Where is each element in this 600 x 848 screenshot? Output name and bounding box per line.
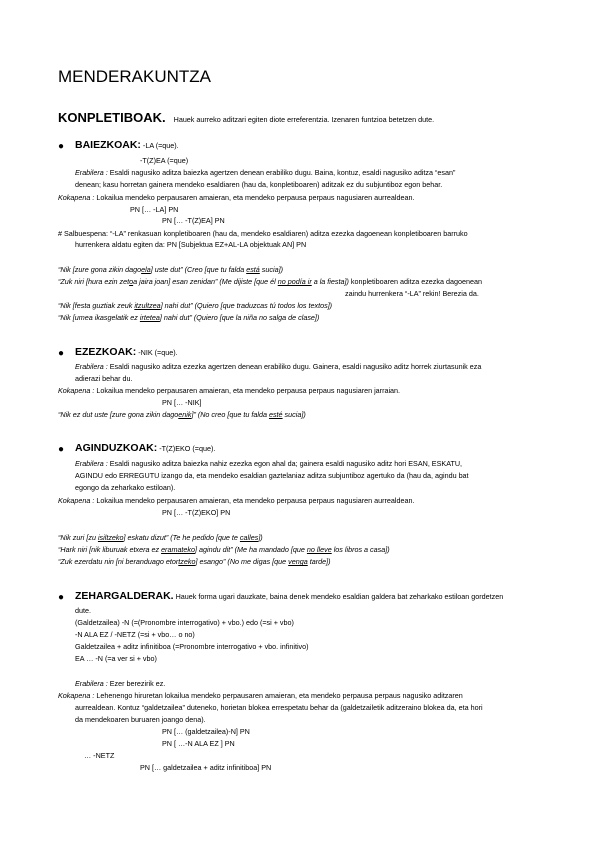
formula-line: PN [… galdetzailea + aditz infinitiboa] PN — [140, 763, 272, 772]
page-title: MENDERAKUNTZA — [58, 67, 212, 86]
example-line: “Hark niri [nik liburuak etxera ez eramateko] agindu dit” (Me ha mandado [que no lleve los libros a casa]) — [58, 545, 390, 554]
section-heading: KONPLETIBOAK. — [58, 110, 166, 125]
erabilera-line: Erabilera : Esaldi nagusiko aditza baiezka nahiz ezezka egon ahal da; gainera esaldi nagusiko aditz hori ESAN, ESKATU, — [75, 459, 463, 468]
text-line: aurrealdean. Kontuz “galdetzailea” duteneko, horietan blokea errespetatu behar da (galdetzailetik aditzeraino blokea da, eta hori — [75, 703, 483, 712]
text-line: denean; kasu horretan gainera mendeko esaldiaren (hau da, konpletiboaren) aditzak ez du subjuntiboz egon behar. — [75, 180, 443, 189]
kokapena-line: Kokapena : Lokailua mendeko perpausaren amaieran, eta mendeko perpausa perpaus nagusiaren aurrealdean. — [58, 193, 415, 202]
suffix-text: -T(Z)EA (=que) — [140, 156, 189, 165]
erabilera-line: Erabilera : Ezer berezirik ez. — [75, 679, 166, 688]
erabilera-line: Erabilera : Esaldi nagusiko aditza ezezka agertzen denean erabiliko dugu. Gainera, esaldi nagusiko aditz horrek ziurtasunik eza — [75, 362, 482, 371]
suffix-text: -NIK (=que). — [138, 348, 178, 357]
suffix-text: -LA (=que). — [142, 141, 179, 150]
formula-line: PN [… -T(Z)EA] PN — [162, 216, 225, 225]
text-line: Galdetzailea + aditz infinitiboa (=Pronombre interrogativo + vbo. infinitivo) — [75, 642, 309, 651]
baiezkoak-heading-line — [75, 141, 179, 150]
formula-line: PN [ …-N ALA EZ ] PN — [162, 739, 235, 748]
subsection-heading: EZEZKOAK: — [75, 346, 137, 358]
bullet-icon: ● — [58, 444, 65, 455]
example-line: “Nik zuri [zu isiltzeko] eskatu dizut” (Te he pedido [que te calles]) — [58, 533, 263, 542]
subsection-heading: ZEHARGALDERAK. — [75, 590, 174, 602]
bullet-icon: ● — [58, 348, 65, 359]
text-line: (Galdetzailea) -N (=(Pronombre interrogativo) + vbo.) edo (=si + vbo) — [75, 618, 294, 627]
bullet-icon: ● — [58, 592, 65, 603]
text-line: -N ALA EZ / -NETZ (=si + vbo… o no) — [75, 630, 195, 639]
formula-line: … -NETZ — [84, 751, 115, 760]
example-line: “Nik ez dut uste [zure gona zikin dagoenik]” (No creo [que tu falda esté sucia]) — [58, 410, 306, 419]
example-line: “Zuk niri [hura ezin zetoa jaira joan] esan zenidan” (Me dijiste [que él no podía ir a la fiesta]) konpletiboaren aditza ezezka dagoenean — [58, 277, 482, 286]
section-intro: Hauek aurreko aditzari egiten diote erreferentzia. Izenaren funtzioa betetzen dute. — [173, 115, 435, 124]
text-line: egongo da zeharkako estiloan). — [75, 483, 176, 492]
formula-line: PN [… -NIK] — [162, 398, 202, 407]
kokapena-line: Kokapena : Lehenengo hiruretan lokailua mendeko perpausaren amaieran, eta mendeko perpausa perpaus nagusiko aditzaren — [58, 691, 463, 700]
aginduzkoak-heading-line — [75, 444, 215, 453]
kokapena-line: Kokapena : Lokailua mendeko perpausaren amaieran, eta mendeko perpausa perpaus nagusiaren aurrealdean. — [58, 496, 415, 505]
text-line: adierazi behar du. — [75, 374, 133, 383]
zehargalderak-heading-line — [75, 592, 503, 601]
suffix-text: -T(Z)EKO (=que). — [159, 444, 216, 453]
section-intro: Hauek forma ugari dauzkate, baina denek mendeko esaldian galdera bat zeharkako estiloan gordetzen — [175, 592, 504, 601]
kokapena-line: Kokapena : Lokailua mendeko perpausaren amaieran, eta mendeko perpausa perpaus nagusiaren jarraian. — [58, 386, 401, 395]
example-line: “Nik [umea ikasgelatik ez irtetea] nahi dut” (Quiero [que la niña no salga de clase]) — [58, 313, 320, 322]
formula-line: PN [… -T(Z)EKO] PN — [162, 508, 231, 517]
erabilera-line: Erabilera : Esaldi nagusiko aditza baiezka agertzen denean erabiliko dugu. Baina, kontuz, esaldi nagusiko aditza “esan” — [75, 168, 456, 177]
text-line: zaindu hurrenkera “-LA” rekin! Berezia da. — [345, 289, 479, 298]
text-line: da mendekoaren buruaren joango dena). — [75, 715, 206, 724]
text-line: hurrenkera aldatu egiten da: PN [Subjektua EZ+AL-LA objektuak AN] PN — [75, 240, 307, 249]
section-konpletiboak — [58, 110, 435, 125]
text-line: AGINDU edo ERREGUTU izango da, eta mendeko esaldian gaztelaniaz aditza subjuntiboz agertuko da (hau da, agindu bat — [75, 471, 469, 480]
formula-line: PN [… -LA] PN — [130, 205, 179, 214]
example-line: “Zuk ezerdatu nin [ni beranduago etortzeko] esango” (No me digas [que venga tarde]) — [58, 557, 331, 566]
text-line: # Salbuespena: “-LA” renkasuan konpletiboaren (hau da, mendeko esaldiaren) aditza ezezka dagoenean konpletiboaren barruko — [58, 229, 468, 238]
subsection-heading: BAIEZKOAK: — [75, 139, 141, 151]
formula-line: PN [… (galdetzailea)-N] PN — [162, 727, 250, 736]
ezezkoak-heading-line — [75, 348, 178, 357]
text-line: EA … -N (=a ver si + vbo) — [75, 654, 157, 663]
text-line: dute. — [75, 606, 91, 615]
bullet-icon: ● — [58, 141, 65, 152]
subsection-heading: AGINDUZKOAK: — [75, 442, 158, 454]
example-line: “Nik [festa guztiak zeuk itzultzea] nahi dut” (Quiero [que traduzcas tú todos los textos]) — [58, 301, 333, 310]
example-line: “Nik [zure gona zikin dagoela] uste dut” (Creo [que tu falda está sucia]) — [58, 265, 283, 274]
